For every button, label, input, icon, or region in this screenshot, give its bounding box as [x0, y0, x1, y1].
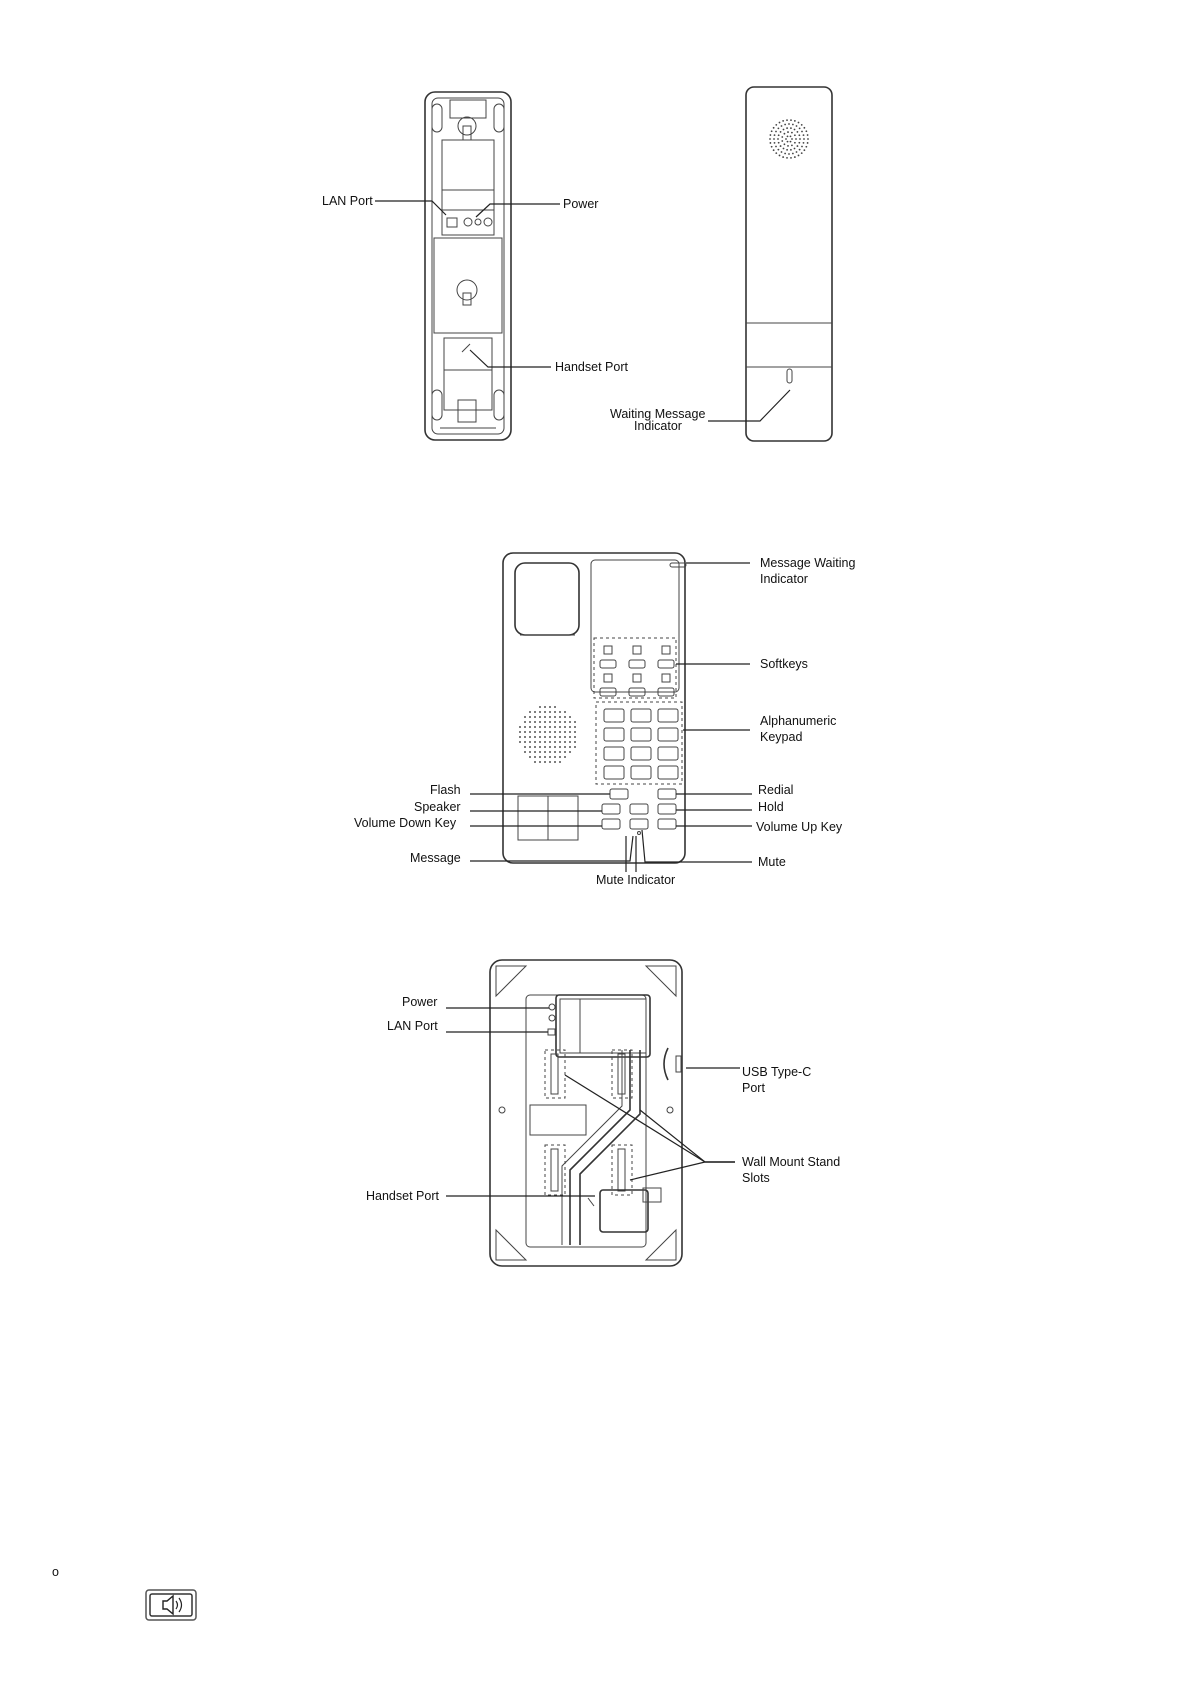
grille-dot [539, 721, 541, 723]
grille-dot [784, 143, 786, 145]
grille-dot [559, 726, 561, 728]
grille-dot [781, 136, 783, 138]
grille-dot [549, 746, 551, 748]
grille-dot [787, 145, 789, 147]
handset-illustration [746, 87, 832, 441]
grille-dot [773, 127, 775, 129]
message-key [630, 804, 648, 814]
grille-dot [529, 711, 531, 713]
grille-dot [794, 129, 796, 131]
grille-dot [559, 741, 561, 743]
grille-dot [524, 726, 526, 728]
grille-dot [569, 746, 571, 748]
label-volume-up: Volume Up Key [756, 820, 843, 834]
grille-dot [791, 138, 793, 140]
grille-dot [786, 149, 788, 151]
grille-dot [569, 716, 571, 718]
grille-dot [801, 131, 803, 133]
grille-dot [790, 119, 792, 121]
grille-dot [539, 756, 541, 758]
grille-dot [529, 721, 531, 723]
grille-dot [780, 145, 782, 147]
grille-dot [777, 138, 779, 140]
grille-dot [529, 716, 531, 718]
grille-dot [770, 134, 772, 136]
label-lan-port: LAN Port [322, 194, 373, 208]
grille-dot [574, 731, 576, 733]
grille-dot [549, 726, 551, 728]
diagram-phone-rear [366, 960, 840, 1266]
grille-dot [564, 726, 566, 728]
label-volume-down: Volume Down Key [354, 816, 457, 830]
grille-dot [791, 144, 793, 146]
label-message: Message [410, 851, 461, 865]
softkey-icon [662, 674, 670, 682]
flash-key [610, 789, 628, 799]
message-waiting-led [670, 563, 686, 567]
label-mute-indicator: Mute Indicator [596, 873, 676, 887]
grille-dot [773, 149, 775, 151]
grille-dot [534, 716, 536, 718]
keypad-key [631, 728, 651, 741]
grille-dot [534, 761, 536, 763]
grille-dot [574, 721, 576, 723]
grille-dot [529, 751, 531, 753]
redial-key [658, 789, 676, 799]
grille-dot [554, 706, 556, 708]
grille-dot [805, 146, 807, 148]
grille-dot [539, 716, 541, 718]
grille-dot [529, 746, 531, 748]
label-usb-line1: USB Type-C [742, 1065, 812, 1079]
keypad-key [631, 766, 651, 779]
grille-dot [796, 125, 798, 127]
speaker-grille [519, 706, 576, 763]
grille-dot [779, 122, 781, 124]
grille-dot [519, 726, 521, 728]
label-keypad-line1: Alphanumeric [760, 714, 837, 728]
keypad-key [658, 709, 678, 722]
grille-dot [781, 140, 783, 142]
grille-dot [529, 756, 531, 758]
grille-dot [564, 716, 566, 718]
label-redial: Redial [758, 783, 794, 797]
grille-dot [554, 741, 556, 743]
label-rear-power: Power [402, 995, 438, 1009]
grille-dot [544, 741, 546, 743]
grille-dot [544, 761, 546, 763]
grille-dot [539, 761, 541, 763]
grille-dot [782, 120, 784, 122]
grille-dot [529, 736, 531, 738]
phone-rear-illustration [490, 960, 682, 1266]
grille-dot [771, 146, 773, 148]
label-flash: Flash [430, 783, 461, 797]
grille-dot [554, 711, 556, 713]
grille-dot [794, 134, 796, 136]
grille-dot [779, 155, 781, 157]
grille-dot [775, 131, 777, 133]
keypad-key [604, 766, 624, 779]
grille-dot [544, 746, 546, 748]
softkey-icon [633, 674, 641, 682]
grille-dot [559, 736, 561, 738]
grille-dot [794, 156, 796, 158]
grille-dot [559, 721, 561, 723]
grille-dot [799, 127, 801, 129]
grille-dot [778, 134, 780, 136]
grille-dot [524, 746, 526, 748]
diagram2-leader-lines [470, 563, 752, 872]
grille-dot [803, 127, 805, 129]
grille-dot [790, 157, 792, 159]
grille-dot [554, 726, 556, 728]
grille-dot [791, 132, 793, 134]
grille-dot [534, 731, 536, 733]
grille-dot [773, 138, 775, 140]
grille-dot [529, 741, 531, 743]
label-rear-lan-port: LAN Port [387, 1019, 438, 1033]
grille-dot [554, 751, 556, 753]
grille-dot [783, 148, 785, 150]
grille-dot [801, 124, 803, 126]
grille-dot [564, 711, 566, 713]
grille-dot [559, 711, 561, 713]
grille-dot [519, 731, 521, 733]
grille-dot [798, 122, 800, 124]
grille-dot [790, 136, 792, 138]
keypad-key [604, 709, 624, 722]
grille-dot [805, 130, 807, 132]
grille-dot [774, 142, 776, 144]
grille-dot [807, 138, 809, 140]
grille-dot [770, 142, 772, 144]
softkey-button [658, 660, 674, 668]
volume-down-key [602, 819, 620, 829]
grille-dot [549, 741, 551, 743]
grille-dot [796, 151, 798, 153]
label-usb-line2: Port [742, 1081, 765, 1095]
label-waiting-message-line1: Waiting Message [610, 407, 706, 421]
grille-dot [798, 155, 800, 157]
label-power: Power [563, 197, 599, 211]
grille-dot [544, 721, 546, 723]
label-message-waiting-line2: Indicator [760, 572, 808, 586]
grille-dot [787, 131, 789, 133]
grille-dot [564, 751, 566, 753]
grille-dot [786, 157, 788, 159]
grille-dot [544, 736, 546, 738]
grille-dot [539, 731, 541, 733]
earpiece-grille [769, 119, 809, 159]
label-hold: Hold [758, 800, 784, 814]
grille-dot [549, 736, 551, 738]
grille-dot [790, 141, 792, 143]
label-keypad-line2: Keypad [760, 730, 803, 744]
grille-dot [534, 721, 536, 723]
grille-dot [771, 130, 773, 132]
grille-dot [539, 741, 541, 743]
grille-dot [534, 756, 536, 758]
label-message-waiting-line1: Message Waiting [760, 556, 856, 570]
grille-dot [777, 127, 779, 129]
grille-dot [559, 751, 561, 753]
diagram-phone-back-and-handset [322, 87, 832, 441]
phone-front-illustration [503, 553, 686, 863]
grille-dot [784, 133, 786, 135]
grille-dot [792, 124, 794, 126]
grille-dot [788, 153, 790, 155]
grille-dot [549, 721, 551, 723]
label-waiting-message-line2: Indicator [634, 419, 682, 433]
keypad-key [658, 728, 678, 741]
grille-dot [781, 125, 783, 127]
grille-dot [549, 756, 551, 758]
grille-dot [524, 716, 526, 718]
grille-dot [534, 741, 536, 743]
grille-dot [544, 751, 546, 753]
grille-dot [564, 721, 566, 723]
grille-dot [539, 711, 541, 713]
function-keys [602, 789, 676, 835]
grille-dot [784, 124, 786, 126]
grille-dot [544, 731, 546, 733]
label-wall-mount-line2: Slots [742, 1171, 770, 1185]
grille-dot [775, 146, 777, 148]
label-mute: Mute [758, 855, 786, 869]
grille-dot [569, 736, 571, 738]
grille-dot [775, 124, 777, 126]
grille-dot [774, 134, 776, 136]
hold-key [658, 804, 676, 814]
grille-dot [539, 736, 541, 738]
grille-dot [564, 736, 566, 738]
grille-dot [524, 721, 526, 723]
speaker-icon [146, 1590, 196, 1620]
grille-dot [559, 716, 561, 718]
label-wall-mount-line1: Wall Mount Stand [742, 1155, 841, 1169]
softkey-icon [604, 674, 612, 682]
grille-dot [549, 731, 551, 733]
grille-dot [777, 149, 779, 151]
softkey-icon [662, 646, 670, 654]
grille-dot [559, 746, 561, 748]
grille-dot [544, 726, 546, 728]
keypad-key [604, 747, 624, 760]
grille-dot [549, 711, 551, 713]
softkey-button [629, 660, 645, 668]
grille-dot [799, 138, 801, 140]
mute-key [630, 819, 648, 829]
keypad-key [658, 766, 678, 779]
grille-dot [524, 741, 526, 743]
softkey-button [600, 660, 616, 668]
grille-dot [803, 149, 805, 151]
grille-dot [798, 134, 800, 136]
grille-dot [803, 134, 805, 136]
grille-dot [803, 138, 805, 140]
grille-dot [554, 731, 556, 733]
grille-dot [554, 761, 556, 763]
keypad-key [658, 747, 678, 760]
grille-dot [807, 142, 809, 144]
grille-dot [803, 142, 805, 144]
grille-dot [787, 136, 789, 138]
grille-dot [801, 152, 803, 154]
grille-dot [797, 145, 799, 147]
grille-dot [569, 751, 571, 753]
softkey-icon [633, 646, 641, 654]
grille-dot [795, 138, 797, 140]
grille-dot [544, 716, 546, 718]
grille-dot [549, 716, 551, 718]
speaker-key [602, 804, 620, 814]
softkey-icon [604, 646, 612, 654]
grille-dot [574, 746, 576, 748]
diagram1-leader-lines [375, 201, 790, 421]
grille-dot [539, 751, 541, 753]
grille-dot [807, 134, 809, 136]
grille-dot [784, 153, 786, 155]
grille-dot [544, 706, 546, 708]
grille-dot [790, 149, 792, 151]
grille-dot [790, 127, 792, 129]
grille-dot [534, 751, 536, 753]
keypad-key [604, 728, 624, 741]
grille-dot [524, 731, 526, 733]
grille-dot [554, 736, 556, 738]
grille-dot [539, 746, 541, 748]
grille-dot [539, 726, 541, 728]
grille-dot [564, 756, 566, 758]
grille-dot [786, 119, 788, 121]
grille-dot [554, 746, 556, 748]
grille-dot [554, 721, 556, 723]
label-handset-port: Handset Port [555, 360, 628, 374]
grille-dot [519, 741, 521, 743]
grille-dot [787, 141, 789, 143]
grille-dot [544, 711, 546, 713]
grille-dot [786, 127, 788, 129]
grille-dot [574, 741, 576, 743]
grille-dot [794, 142, 796, 144]
grille-dot [524, 736, 526, 738]
keypad-group [604, 709, 678, 779]
grille-dot [801, 146, 803, 148]
grille-dot [794, 120, 796, 122]
grille-dot [782, 156, 784, 158]
grille-dot [539, 706, 541, 708]
grille-dot [534, 746, 536, 748]
grille-dot [534, 711, 536, 713]
grille-dot [797, 131, 799, 133]
grille-dot [564, 746, 566, 748]
mute-indicator-led [638, 832, 641, 835]
grille-dot [799, 149, 801, 151]
grille-dot [554, 756, 556, 758]
grille-dot [559, 756, 561, 758]
grille-dot [524, 751, 526, 753]
waiting-message-indicator-led [787, 369, 792, 383]
keypad-key [631, 747, 651, 760]
grille-dot [529, 731, 531, 733]
grille-dot [569, 731, 571, 733]
grille-dot [783, 129, 785, 131]
grille-dot [549, 751, 551, 753]
grille-dot [544, 756, 546, 758]
grille-dot [529, 726, 531, 728]
label-speaker: Speaker [414, 800, 461, 814]
grille-dot [519, 736, 521, 738]
grille-dot [554, 716, 556, 718]
grille-dot [574, 736, 576, 738]
footer-bullet-item [52, 1565, 196, 1620]
grille-dot [569, 721, 571, 723]
label-softkeys: Softkeys [760, 657, 808, 671]
grille-dot [559, 761, 561, 763]
grille-dot [559, 731, 561, 733]
grille-dot [549, 761, 551, 763]
grille-dot [534, 726, 536, 728]
grille-dot [564, 731, 566, 733]
volume-up-key [658, 819, 676, 829]
grille-dot [778, 142, 780, 144]
phone-back-illustration [425, 92, 511, 440]
bullet-marker: o [52, 1565, 59, 1579]
grille-dot [564, 741, 566, 743]
grille-dot [574, 726, 576, 728]
keypad-key [631, 709, 651, 722]
grille-dot [569, 741, 571, 743]
grille-dot [785, 138, 787, 140]
grille-dot [781, 151, 783, 153]
grille-dot [769, 138, 771, 140]
grille-dot [775, 152, 777, 154]
grille-dot [798, 142, 800, 144]
grille-dot [794, 148, 796, 150]
grille-dot [549, 706, 551, 708]
label-rear-handset-port: Handset Port [366, 1189, 439, 1203]
grille-dot [792, 153, 794, 155]
grille-dot [569, 726, 571, 728]
diagram-phone-front [354, 553, 855, 887]
grille-dot [780, 131, 782, 133]
softkeys-group [600, 646, 674, 696]
grille-dot [788, 123, 790, 125]
grille-dot [534, 736, 536, 738]
